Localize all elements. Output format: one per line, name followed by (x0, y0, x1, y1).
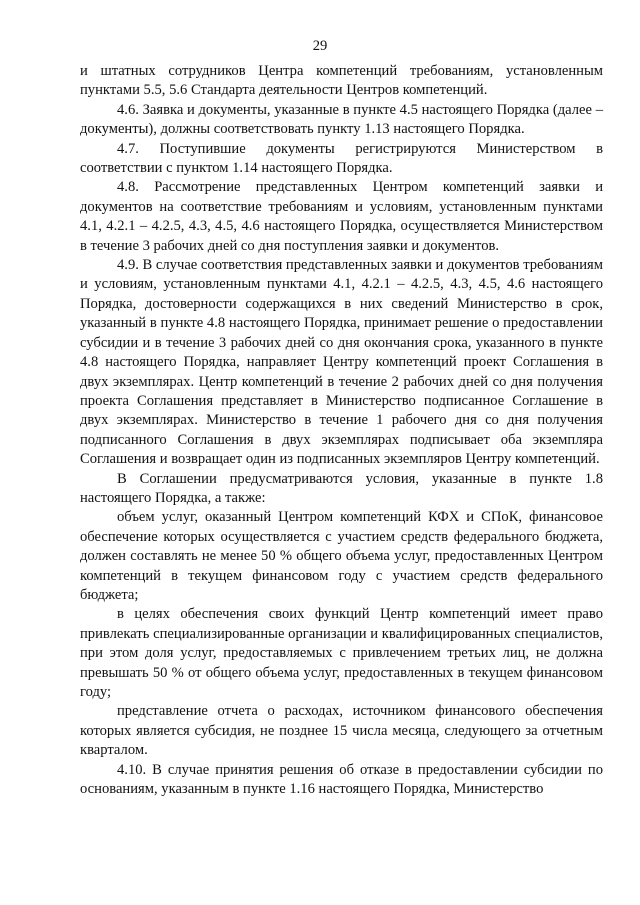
paragraph-4-6: 4.6. Заявка и документы, указанные в пункте 4.5 настоящего Порядка (далее – документы), должны соответствовать пункту 1.13 настоящего Порядка. (80, 101, 603, 138)
paragraph-4-7: 4.7. Поступившие документы регистрируются Министерством в соответствии с пунктом 1.14 настоящего Порядка. (80, 140, 603, 177)
paragraph-continuation: и штатных сотрудников Центра компетенций требованиям, установленным пунктами 5.5, 5.6 Стандарта деятельности Центров компетенций. (80, 63, 603, 99)
paragraph-4-8: 4.8. Рассмотрение представленных Центром компетенций заявки и документов на соответствие требованиям и условиям, установленным пунктами 4.1, 4.2.1 – 4.2.5, 4.3, 4.5, 4.6 настоящего Порядка, осуществляется Министерством в течение 3 рабочих дней со дня поступления заявки и документов. (80, 179, 603, 254)
page-number: 29 (312, 38, 328, 54)
paragraph-4-9: 4.9. В случае соответствия представленных заявки и документов требованиям и условиям, установленным пунктами 4.1, 4.2.1 – 4.2.5, 4.3, 4.5, 4.6 настоящего Порядка, достоверности содержащихся в них сведений Министерство в срок, указанный в пункте 4.8 настоящего Порядка, принимает решение о предоставлении субсидии и в течение 3 рабочих дней со дня окончания срока, указанного в пункте 4.8 настоящего Порядка, направляет Центру компетенций проект Соглашения в двух экземплярах. Центр компетенций в течение 2 рабочих дней со дня получения проекта Соглашения представляет в Министерство подписанное Соглашение в двух экземплярах. Министерство в течение 1 рабочего дня со дня получения подписанного Соглашения в двух экземплярах подписывает оба экземпляра Соглашения и возвращает один из подписанных экземпляров Центру компетенций. (80, 257, 603, 468)
document-body (80, 62, 603, 799)
paragraph-expense-report: представление отчета о расходах, источником финансового обеспечения которых является субсидия, не позднее 15 числа месяца, следующего за отчетным кварталом. (80, 703, 603, 759)
paragraph-4-10: 4.10. В случае принятия решения об отказе в предоставлении субсидии по основаниям, указанным в пункте 1.16 настоящего Порядка, Министерство (80, 761, 603, 798)
paragraph-service-volume: объем услуг, оказанный Центром компетенций КФХ и СПоК, финансовое обеспечение которых осуществляется с участием средств федерального бюджета, должен составлять не менее 50 % общего объема услуг, предоставленных Центром компетенций в текущем финансовом году с участием средств федерального бюджета; (80, 509, 603, 603)
paragraph-third-parties: в целях обеспечения своих функций Центр компетенций имеет право привлекать специализированные организации и квалифицированных специалистов, при этом доля услуг, предоставляемых с привлечением третьих лиц, не должна превышать 50 % от общего объема услуг, предоставленных в текущем финансовом году; (80, 606, 603, 700)
paragraph-agreement-conditions: В Соглашении предусматриваются условия, указанные в пункте 1.8 настоящего Порядка, а также: (80, 470, 603, 506)
